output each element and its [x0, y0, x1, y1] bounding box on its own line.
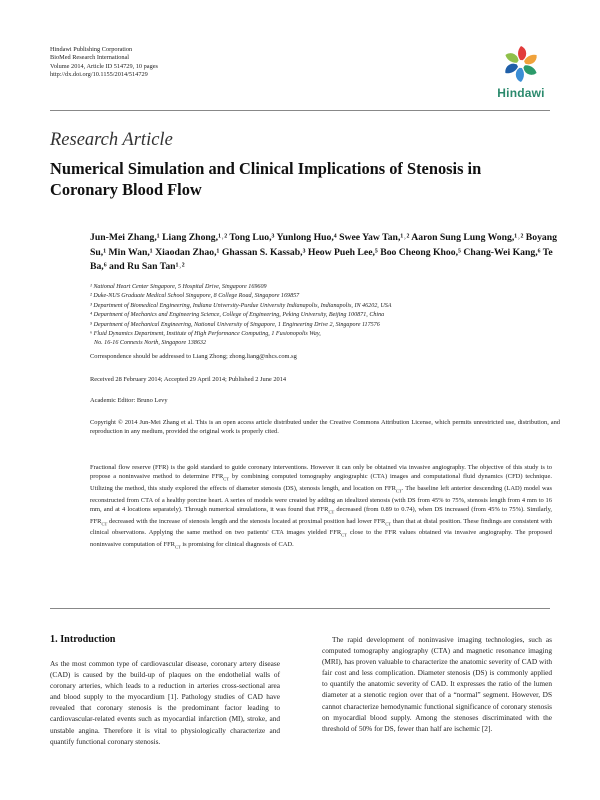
- affiliation-item: ⁴ Department of Mechanics and Engineering Science, College of Engineering, Peking University, Beijing 100871, China: [90, 312, 385, 319]
- abstract-divider: [50, 608, 550, 609]
- header-divider: [50, 110, 550, 111]
- affiliation-item: No. 16-16 Connexis North, Singapore 138632: [94, 340, 206, 347]
- author-list: Jun-Mei Zhang,¹ Liang Zhong,¹˒² Tong Luo,³ Yunlong Huo,⁴ Swee Yaw Tan,¹˒² Aaron Sung Lung Wong,¹˒² Boyang Su,¹ Min Wan,¹ Xiaodan Zhao,¹ Ghassan S. Kassab,³ Heow Pueh Lee,⁵ Boo Cheong Khoo,⁵ Chang-Wei Kang,⁶ Te Ba,⁶ and Ru San Tan¹˒²: [90, 232, 557, 272]
- logo-petal: [518, 46, 526, 61]
- hindawi-logo: [490, 44, 552, 100]
- article-dates: Received 28 February 2014; Accepted 29 April 2014; Published 2 June 2014: [90, 376, 287, 383]
- article-type: Research Article: [50, 130, 173, 150]
- affiliation-item: ² Duke-NUS Graduate Medical School Singapore, 8 College Road, Singapore 169857: [90, 293, 300, 300]
- publication-info: [50, 46, 158, 80]
- doi-link[interactable]: http://dx.doi.org/10.1155/2014/514729: [50, 71, 148, 79]
- article-title: Numerical Simulation and Clinical Implications of Stenosis in Coronary Blood Flow: [50, 159, 482, 199]
- academic-editor: Academic Editor: Bruno Levy: [90, 397, 168, 404]
- intro-right-column: The rapid development of noninvasive imaging technologies, such as computed tomography angiography (CTA) and magnetic resonance imaging (MRI), has proven valuable to characterize the anatomic severity of CAD with fair cost and less complication. Diameter stenosis (DS) is commonly applied to quantify the anatomic severity of CAD. It expresses the ratio of the lumen diameter at a stenotic region over that of a “normal” segment. However, DS cannot characterize hemodynamic functional significance of coronary stenosis on myocardial blood supply. Among the stenoses discriminated with the threshold of 50% for DS, fewer than half are ischemic [2].: [322, 635, 552, 733]
- affiliation-item: ³ Department of Biomedical Engineering, Indiana University-Purdue University Indianapolis, Indianapolis, IN 46202, USA: [90, 302, 392, 309]
- section-heading: 1. Introduction: [50, 634, 116, 645]
- affiliation-item: ⁵ Department of Mechanical Engineering, National University of Singapore, 1 Engineering Drive 2, Singapore 117576: [90, 321, 380, 328]
- logo-petal: [516, 67, 524, 82]
- hindawi-mark-icon: [501, 44, 541, 84]
- affiliations: [90, 283, 560, 349]
- journal-line: BioMed Research International: [50, 54, 130, 62]
- publisher-line: Hindawi Publishing Corporation: [50, 46, 133, 53]
- affiliation-item: ¹ National Heart Center Singapore, 5 Hospital Drive, Singapore 169609: [90, 284, 267, 290]
- logo-wordmark: Hindawi: [497, 86, 545, 100]
- abstract: Fractional flow reserve (FFR) is the gold standard to guide coronary interventions. However it can only be obtained via invasive angiography. The objective of this study is to propose a noninvasive method to determine $FFR_{CT}$ by combining computed tomography angiographic (CTA) images and computational fluid dynamics (CFD) technique. Utilizing the method, this study explored the effects of diameter stenosis (DS), stenosis length, and location on $FFR_{CT}$. The baseline left anterior descending (LAD) model was reconstructed from CTA of a healthy porcine heart. A series of models were created by adding an idealized stenosis (with DS from 45% to 75%, stenosis length from 4 mm to 16 mm, and at 4 locations separately). Through numerical simulations, it was found that $FFR_{CT}$ decreased (from 0.89 to 0.74), when DS increased (from 45% to 75%). Similarly, $FFR_{CT}$ decreased with the increase of stenosis length and the stenosis located at proximal position had lower $FFR_{CT}$ than that at distal position. These findings are consistent with clinical observations. Applying the same method on two patients' CTA images yielded $FFR_{CT}$ close to the FFR values obtained via invasive angiography. The proposed noninvasive computation of $FFR_{CT}$ is promising for clinical diagnosis of CAD.: [90, 464, 553, 550]
- intro-left-column: As the most common type of cardiovascular disease, coronary artery disease (CAD) is caused by the build-up of plaques on the endothelial walls of coronary arteries, which leads to a reduction in arteries cross-sectional area and blood supply to the myocardium [1]. Pathology studies of CAD have revealed that coronary stenosis is the predominant factor leading to cardiovascular-related events such as myocardial infarction (MI), stroke, and unstable angina. Therefore it is vital to physiologically characterize and quantify functional coronary stenosis.: [50, 659, 280, 746]
- volume-line: Volume 2014, Article ID 514729, 10 pages: [50, 62, 158, 70]
- copyright-notice: Copyright © 2014 Jun-Mei Zhang et al. This is an open access article distributed under the Creative Commons Attribution License, which permits unrestricted use, distribution, and reproduction in any medium, provided the original work is properly cited.: [90, 419, 560, 435]
- correspondence: Correspondence should be addressed to Liang Zhong; zhong.liang@nhcs.com.sg: [90, 353, 297, 360]
- affiliation-item: ⁶ Fluid Dynamics Department, Institute of High Performance Computing, 1 Fusionopolis Way,: [90, 331, 321, 338]
